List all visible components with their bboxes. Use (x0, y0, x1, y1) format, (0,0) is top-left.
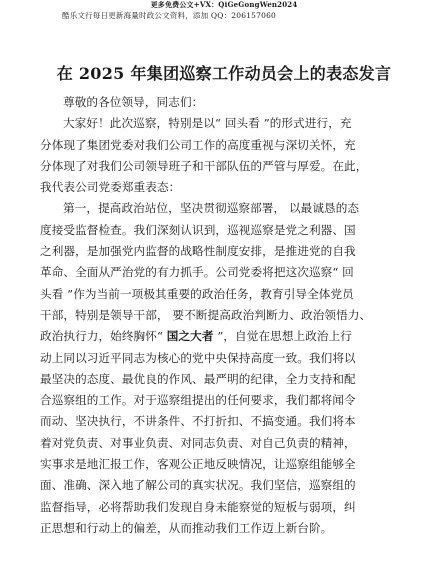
paragraph-line: 革命、全面从严治党的有力抓手。公司党委将把这次巡察“ 回 (40, 265, 354, 280)
paragraph-line: 分体现了集团党委对我们公司工作的高度重视与深切关怀，充 (40, 137, 356, 152)
paragraph-line: 分体现了对我们公司领导班子和干部队伍的严管与厚爱。在此， (40, 158, 368, 173)
emphasis-phrase: 国之大者 (166, 329, 214, 344)
paragraph-line: 大家好！此次巡察，特别是以“ 回头看 ”的形式进行，充 (63, 116, 352, 131)
paragraph-line: 头看 ”作为当前一项极其重要的政治任务，教育引导全体党员 (40, 286, 354, 301)
line-head: 政治执行力，始终胸怀“ (40, 329, 167, 344)
top-banner: 更多免费公文+VX：QiGeGongWen2024 (150, 0, 298, 9)
paragraph-line: 第一，提高政治站位，坚决贯彻巡察部署， 以最诚恳的态 (63, 201, 360, 216)
document-body (40, 92, 420, 539)
page-title: 在 2025 年集团巡察工作动员会上的表态发言 (56, 64, 392, 83)
header-notice: 酷乐文行每日更新海量时政公文资料，添加 QQ：206157060 (62, 11, 277, 20)
paragraph-line: 着对党负责、对事业负责、对同志负责、对自己负责的精神， (40, 435, 356, 450)
paragraph-line: 而动、坚决执行，不讲条件、不打折扣、不搞变通。我们将本 (40, 414, 356, 429)
paragraph-line: 之利器，是加强党内监督的战略性制度安排，是推进党的自我 (40, 244, 356, 259)
salutation: 尊敬的各位领导，同志们： (63, 95, 204, 109)
paragraph-line: 动上同以习近平同志为核心的党中央保持高度一致。我们将以 (40, 350, 356, 365)
paragraph-line: 正思想和行动上的偏差，从而推动我们工作迈上新台阶。 (40, 520, 333, 535)
paragraph-line: 度接受监督检查。我们深刻认识到，巡视巡察是党之利器、国 (40, 222, 356, 237)
paragraph-line: 干部，特别是领导干部， 要不断提高政治判断力、政治领悟力、 (40, 307, 372, 322)
paragraph-line: 面、准确、深入地了解公司的真实状况。我们坚信，巡察组的 (40, 478, 356, 493)
paragraph-line: 合巡察组的工作。对于巡察组提出的任何要求，我们都将闻令 (40, 393, 356, 408)
line-tail: ”，自觉在思想上政治上行 (213, 329, 352, 344)
paragraph-line-with-emphasis (40, 326, 420, 347)
paragraph-line: 实事求是地汇报工作，客观公正地反映情况，让巡察组能够全 (40, 457, 356, 472)
paragraph-line: 监督指导，必将帮助我们发现自身未能察觉的短板与弱项，纠 (40, 499, 356, 514)
paragraph-line: 最坚决的态度、最优良的作风、最严明的纪律，全力支持和配 (40, 371, 356, 386)
paragraph-line: 我代表公司党委郑重表态： (40, 180, 181, 195)
